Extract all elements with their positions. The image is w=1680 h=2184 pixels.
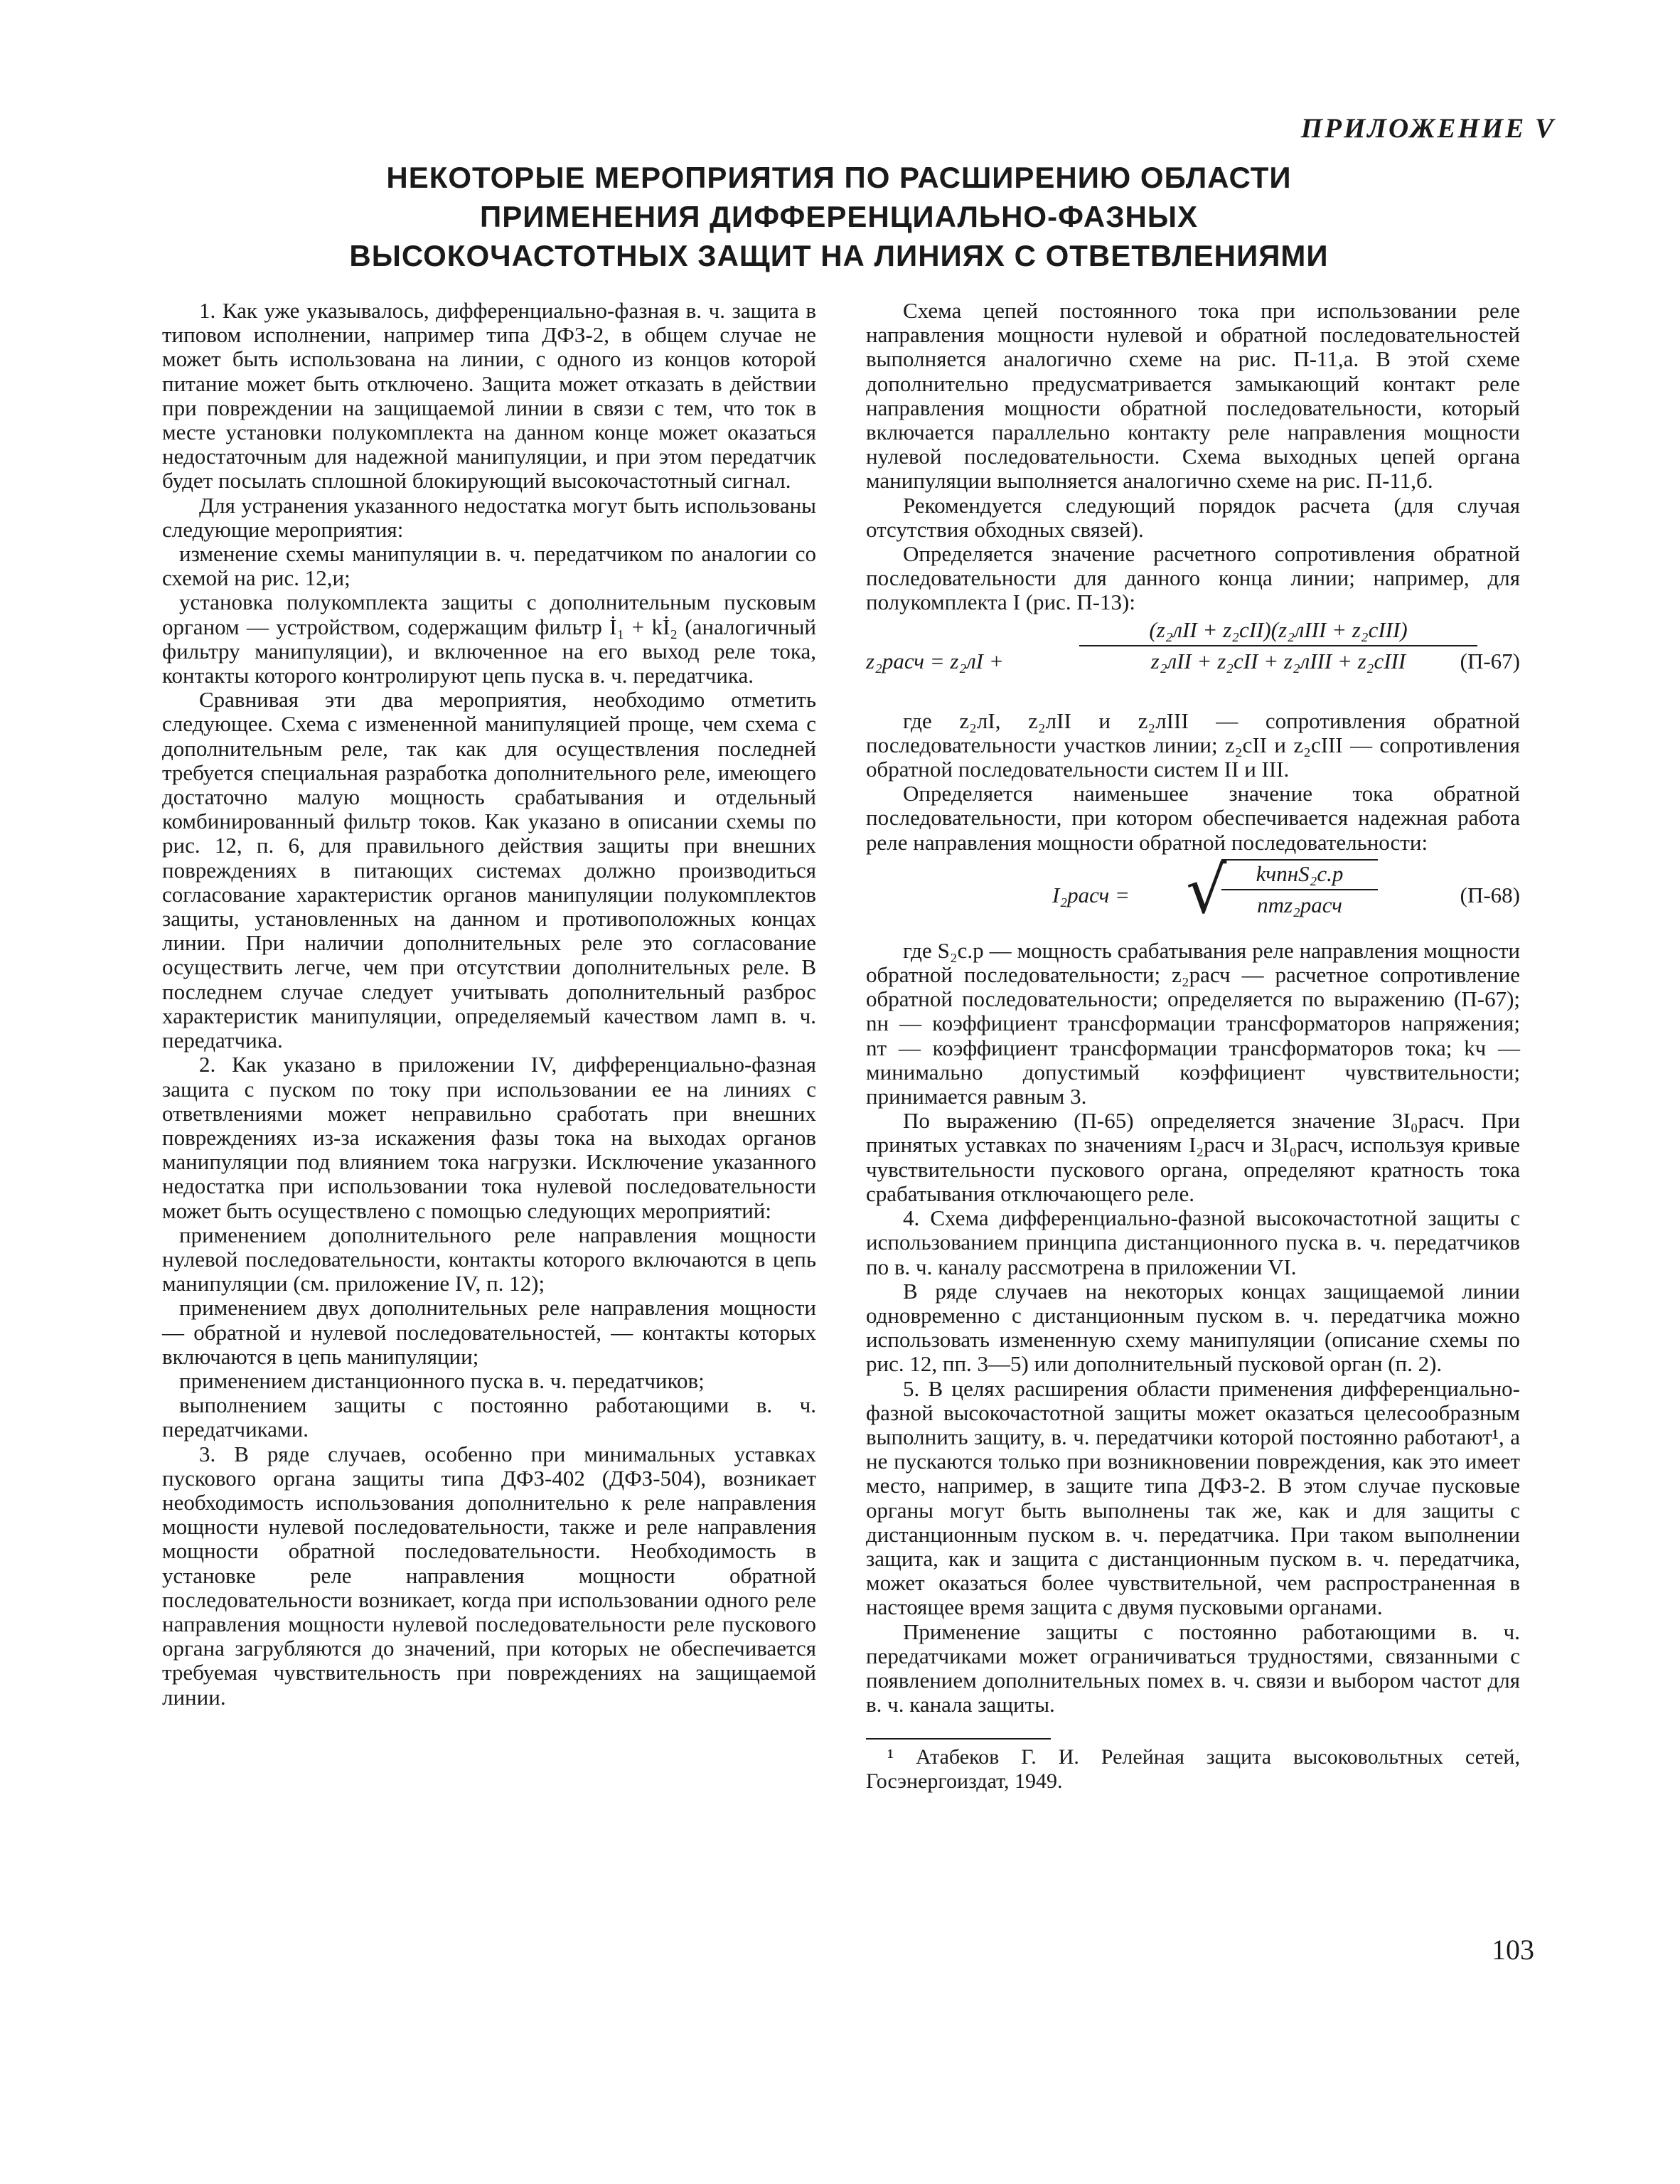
- formula-lhs: z₂расч = z₂лI +: [866, 648, 1004, 673]
- list-item: изменение схемы манипуляции в. ч. передатчиком по аналогии со схемой на рис. 12,и;: [162, 541, 816, 591]
- formula-fraction: [1221, 859, 1378, 917]
- formula-p67: [866, 615, 1520, 709]
- title-line: ВЫСОКОЧАСТОТНЫХ ЗАЩИТ НА ЛИНИЯХ С ОТВЕТВЛЕНИЯМИ: [349, 239, 1329, 272]
- formula-fraction: [1079, 618, 1477, 673]
- paragraph: 4. Схема дифференциально-фазной высокочастотной защиты с использованием принципа дистанционного пуска в. ч. передатчиков по в. ч. каналу рассмотрена в приложении VI.: [866, 1205, 1520, 1279]
- list-item: применением дистанционного пуска в. ч. передатчиков;: [179, 1368, 705, 1393]
- appendix-label: ПРИЛОЖЕНИЕ V: [1300, 113, 1556, 144]
- formula-denominator: nтz₂расч: [1257, 893, 1342, 918]
- square-root-icon: √: [1186, 853, 1227, 928]
- paragraph: Определяется наименьшее значение тока обратной последовательности, при котором обеспечивается надежная работа реле направления мощности обратной последовательности:: [866, 781, 1520, 855]
- formula-lhs: I₂расч =: [1052, 882, 1130, 907]
- paragraph: 1. Как уже указывалось, дифференциально-фазная в. ч. защита в типовом исполнении, например типа ДФЗ-2, в общем случае не может быть использована на линии, с одного из концов которой питание может быть отключено. Защита может отказать в действии при повреждении на защищаемой линии в связи с тем, что ток в месте установки полукомплекта на данном конце может оказаться недостаточным для надежной манипуляции, и при этом передатчик будет посылать сплошной блокирующий высокочастотный сигнал.: [162, 298, 816, 494]
- paragraph: Схема цепей постоянного тока при использовании реле направления мощности нулевой и обратной последовательностей выполняется аналогично схеме на рис. П-11,а. В этой схеме дополнительно предусматривается замыкающий контакт реле направления мощности обратной последовательности, который включается параллельно контакту реле направления мощности нулевой последовательности. Схема выходных цепей органа манипуляции выполняется аналогично схеме на рис. П-11,б.: [866, 298, 1520, 494]
- right-column: [866, 299, 1520, 1794]
- footnote: ¹ Атабеков Г. И. Релейная защита высоковольтных сетей, Госэнергоиздат, 1949.: [866, 1745, 1520, 1794]
- page-number: 103: [1492, 1934, 1534, 1966]
- list-item: выполнением защиты с постоянно работающими в. ч. передатчиками.: [162, 1392, 816, 1442]
- paragraph: 2. Как указано в приложении IV, дифференциально-фазная защита с пуском по току при использовании ее на линиях с ответвлениями может неправильно сработать при внешних повреждениях из-за искажения фазы тока на выходах органов манипуляции под влиянием тока нагрузки. Исключение указанного недостатка при использовании тока нулевой последовательности может быть осуществлено с помощью следующих мероприятий:: [162, 1052, 816, 1223]
- page-title: [270, 158, 1408, 275]
- paragraph: где S₂c.р — мощность срабатывания реле направления мощности обратной последовательности; z₂расч — расчетное сопротивление обратной последовательности; определяется по выражению (П-67); nн — коэффициент трансформации трансформаторов напряжения; nт — коэффициент трансформации трансформаторов тока; kч — минимально допустимый коэффициент чувствительности; принимается равным 3.: [866, 937, 1520, 1109]
- paragraph: Рекомендуется следующий порядок расчета (для случая отсутствия обходных связей).: [866, 492, 1520, 542]
- title-line: НЕКОТОРЫЕ МЕРОПРИЯТИЯ ПО РАСШИРЕНИЮ ОБЛАСТИ: [386, 161, 1292, 194]
- footnote-rule: [866, 1738, 1051, 1740]
- title-line: ПРИМЕНЕНИЯ ДИФФЕРЕНЦИАЛЬНО-ФАЗНЫХ: [480, 200, 1198, 233]
- paragraph: 5. В целях расширения области применения дифференциально-фазной высокочастотной защиты может оказаться целесообразным выполнить защиту, в. ч. передатчики которой постоянно работают¹, а не пускаются только при возникновении повреждения, как это имеет место, например, в защите типа ДФЗ-2. В этом случае пусковые органы могут быть выполнены так же, как и для защиты с дистанционным пуском в. ч. передатчика. При таком выполнении защита, как и защита с дистанционным пуском в. ч. передатчика, может оказаться более чувствительной, чем распространенная в настоящее время защита с двумя пусковыми органами.: [866, 1375, 1520, 1620]
- list-item: применением двух дополнительных реле направления мощности — обратной и нулевой последовательностей, — контакты которых включаются в цепь манипуляции;: [162, 1295, 816, 1369]
- paragraph: Сравнивая эти два мероприятия, необходимо отметить следующее. Схема с измененной манипуляцией проще, чем схема с дополнительным реле, так как для осуществления последней требуется специальная разработка дополнительного реле, имеющего достаточно малую мощность срабатывания и отдельный комбинированный фильтр токов. Как указано в описании схемы по рис. 12, п. 6, для правильного действия защиты при внешних повреждениях в питающих системах должно производиться согласование характеристик органов манипуляции полукомплектов защиты, установленных на данном и противоположных концах линии. При наличии дополнительных реле это согласование осуществить легче, чем при отсутствии дополнительных реле. В последнем случае следует учитывать дополнительный разброс характеристик манипуляции, определяемый качеством ламп в. ч. передатчика.: [162, 687, 816, 1053]
- formula-numerator: kчnнS₂c.р: [1221, 862, 1378, 890]
- list-item: применением дополнительного реле направления мощности нулевой последовательности, контакты которого включаются в цепь манипуляции (см. приложение IV, п. 12);: [162, 1222, 816, 1296]
- paragraph: Применение защиты с постоянно работающими в. ч. передатчиками может ограничиваться трудностями, связанными с появлением дополнительных помех в. ч. связи и выбором частот для в. ч. канала защиты.: [866, 1619, 1520, 1717]
- paragraph: Для устранения указанного недостатка могут быть использованы следующие мероприятия:: [162, 492, 816, 542]
- paragraph: Определяется значение расчетного сопротивления обратной последовательности для данного конца линии; например, для полукомплекта I (рис. П-13):: [866, 541, 1520, 615]
- paragraph: По выражению (П-65) определяется значение 3I₀расч. При принятых уставках по значениям I₂расч и 3I₀расч, используя кривые чувствительности пускового органа, определяют кратность тока срабатывания отключающего реле.: [866, 1108, 1520, 1206]
- formula-number: (П-67): [1460, 648, 1520, 673]
- formula-numerator: (z₂лII + z₂cII)(z₂лIII + z₂cIII): [1079, 618, 1477, 646]
- formula-denominator: z₂лII + z₂cII + z₂лIII + z₂cIII: [1150, 648, 1406, 673]
- paragraph: В ряде случаев на некоторых концах защищаемой линии одновременно с дистанционным пуском в. ч. передатчика можно использовать измененную схему манипуляции (описание схемы по рис. 12, пп. 3—5) или дополнительный пусковой орган (п. 2).: [866, 1278, 1520, 1377]
- formula-number: (П-68): [1460, 882, 1520, 907]
- left-column: [162, 299, 816, 1710]
- paragraph: 3. В ряде случаев, особенно при минимальных уставках пускового органа защиты типа ДФЗ-402 (ДФЗ-504), возникает необходимость использования дополнительно к реле направления мощности нулевой последовательности, также и реле направления мощности обратной последовательности. Необходимость в установке реле направления мощности обратной последовательности возникает, когда при использовании одного реле направления мощности нулевой последовательности реле пускового органа загрубляются до значений, при которых не обеспечивается требуемая чувствительность при повреждениях на защищаемой линии.: [162, 1441, 816, 1710]
- paragraph: где z₂лI, z₂лII и z₂лIII — сопротивления обратной последовательности участков линии; z₂cII и z₂cIII — сопротивления обратной последовательности систем II и III.: [866, 708, 1520, 782]
- list-item: установка полукомплекта защиты с дополнительным пусковым органом — устройством, содержащим фильтр İ₁ + kİ₂ (аналогичный фильтру манипуляции), и включенное на его выход реле тока, контакты которого контролируют цепь пуска в. ч. передатчика.: [162, 590, 816, 688]
- formula-p68: [866, 855, 1520, 939]
